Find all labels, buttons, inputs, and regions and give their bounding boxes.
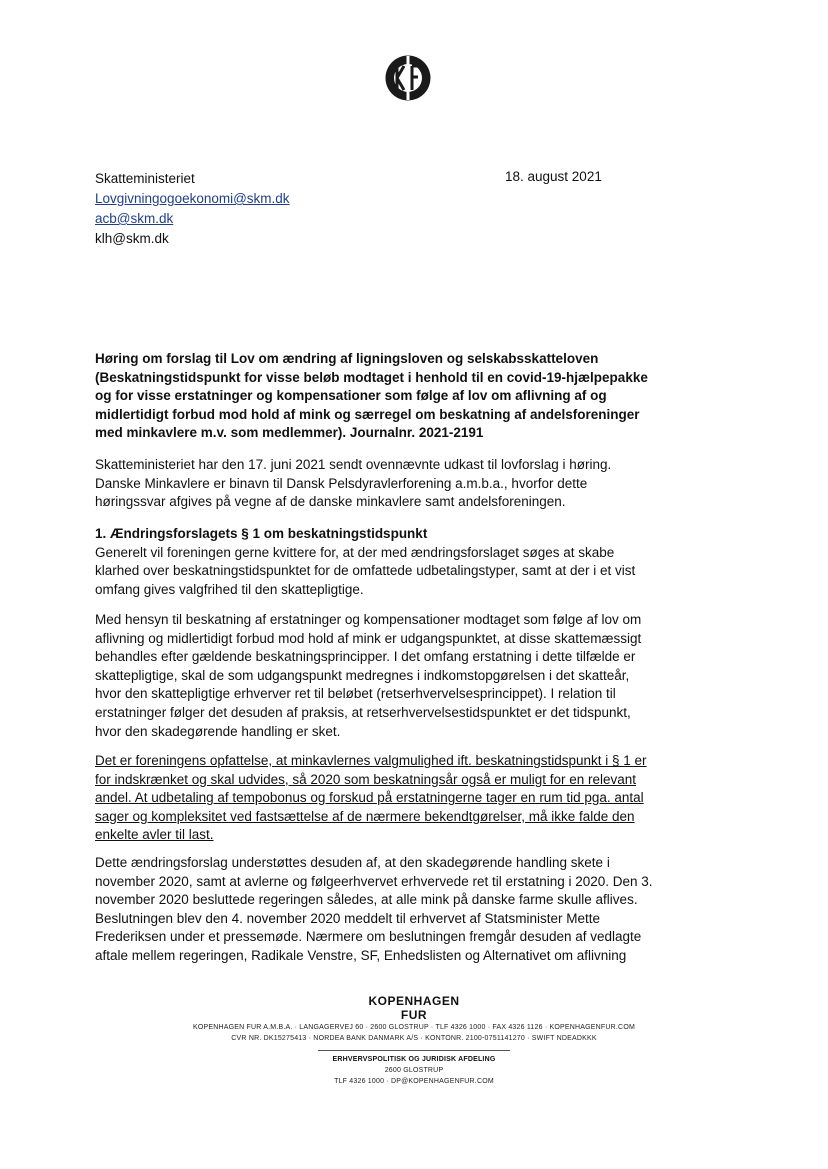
section-1 <box>95 525 655 599</box>
paragraph-intro: Skatteministeriet har den 17. juni 2021 sendt ovennævnte udkast til lovforslag i høring. Danske Minkavlere er binavn til Dansk Pelsdyravlerforening a.m.b.a., hvorfor dette høringssvar afgives på vegne af de danske minkavlere samt andelsforeningen. <box>95 457 612 510</box>
letter-date: 18. august 2021 <box>505 169 602 184</box>
footer-bank-info: CVR NR. DK15275413 · NORDEA BANK DANMARK A/S · KONTONR. 2100-0751141270 · SWIFT NDEADKKK <box>231 1035 597 1042</box>
footer-divider <box>318 1050 510 1051</box>
recipient-block <box>95 169 290 249</box>
kopenhagen-fur-logo-icon <box>384 54 432 102</box>
recipient-email-link[interactable]: Lovgivningogoekonomi@skm.dk <box>95 191 290 206</box>
recipient-name: Skatteministeriet <box>95 171 195 186</box>
section-1-text: Generelt vil foreningen gerne kvittere for, at der med ændringsforslaget søges at skabe klarhed over beskatningstidspunktet for de omfattede udbetalingstyper, samt at der i et vist omfang gives valgfrihed til den skattepligtige. <box>95 544 636 597</box>
footer-brand-line-2: FUR <box>400 1008 428 1022</box>
footer-department: ERHVERVSPOLITISK OG JURIDISK AFDELING <box>332 1056 496 1063</box>
recipient-email-link[interactable]: acb@skm.dk <box>95 211 174 226</box>
paragraph-support: Dette ændringsforslag understøttes desuden af, at den skadegørende handling skete i november 2020, samt at avlerne og følgeerhvervet erhvervede ret til erstatning i 2020. Den 3. november 2020 besluttede regeringen således, at alle mink på danske farme skulle aflives. Beslutningen blev den 4. november 2020 meddelt til erhvervet af Statsminister Mette Frederiksen under et pressemøde. Nærmere om beslutningen fremgår desuden af vedlagte aftale mellem regeringen, Radikale Venstre, SF, Enhedslisten og Alternativet om aflivning <box>95 855 653 963</box>
footer-department-contact: TLF 4326 1000 · DP@KOPENHAGENFUR.COM <box>334 1078 494 1085</box>
letter-title: Høring om forslag til Lov om ændring af ligningsloven og selskabsskatteloven (Beskatningstidspunkt for visse beløb modtaget i henhold til en covid-19-hjælpepakke og for visse erstatninger og kompensationer som følge af lov om aflivning af og midlertidigt forbud mod hold af mink og særregel om beskatning af andelsforeninger med minkavlere m.v. som medlemmer). Journalnr. 2021-2191 <box>95 351 648 441</box>
paragraph-underlined-position: Det er foreningens opfattelse, at minkavlernes valgmulighed ift. beskatningstidspunkt i § 1 er for indskrænket og skal udvides, så 2020 som beskatningsår også er muligt for en relevant andel. At udbetaling af tempobonus og forskud på erstatningerne tager en rum tid pga. antal sager og kompleksitet ved fastsættelse af de nærmere bekendtgørelser, må ikke falde den enkelte avler til last. <box>95 753 647 843</box>
footer-brand-line-1: KOPENHAGEN <box>368 994 460 1008</box>
recipient-email: klh@skm.dk <box>95 231 169 246</box>
footer-company-info: KOPENHAGEN FUR A.M.B.A. · LANGAGERVEJ 60 · 2600 GLOSTRUP · TLF 4326 1000 · FAX 4326 1126 · KOPENHAGENFUR.COM <box>192 1024 635 1031</box>
paragraph-taxation-principles: Med hensyn til beskatning af erstatninger og kompensationer modtaget som følge af lov om aflivning og midlertidigt forbud mod hold af mink er udgangspunktet, at disse skattemæssigt behandles efter gældende beskatningsprincipper. I det omfang erstatning i dette tilfælde er skattepligtige, skal de som udgangspunkt medregnes i indkomstopgørelsen i det skatteår, hvor den skattepligtige erhverver ret til beløbet (retserhvervelsesprincippet). I relation til erstatninger følger det desuden af praksis, at retserhvervelsestidspunktet er det tidspunkt, hvor den skadegørende handling er sket. <box>95 612 642 739</box>
footer-department-city: 2600 GLOSTRUP <box>384 1067 444 1074</box>
section-1-heading: 1. Ændringsforslagets § 1 om beskatningstidspunkt <box>95 526 428 541</box>
